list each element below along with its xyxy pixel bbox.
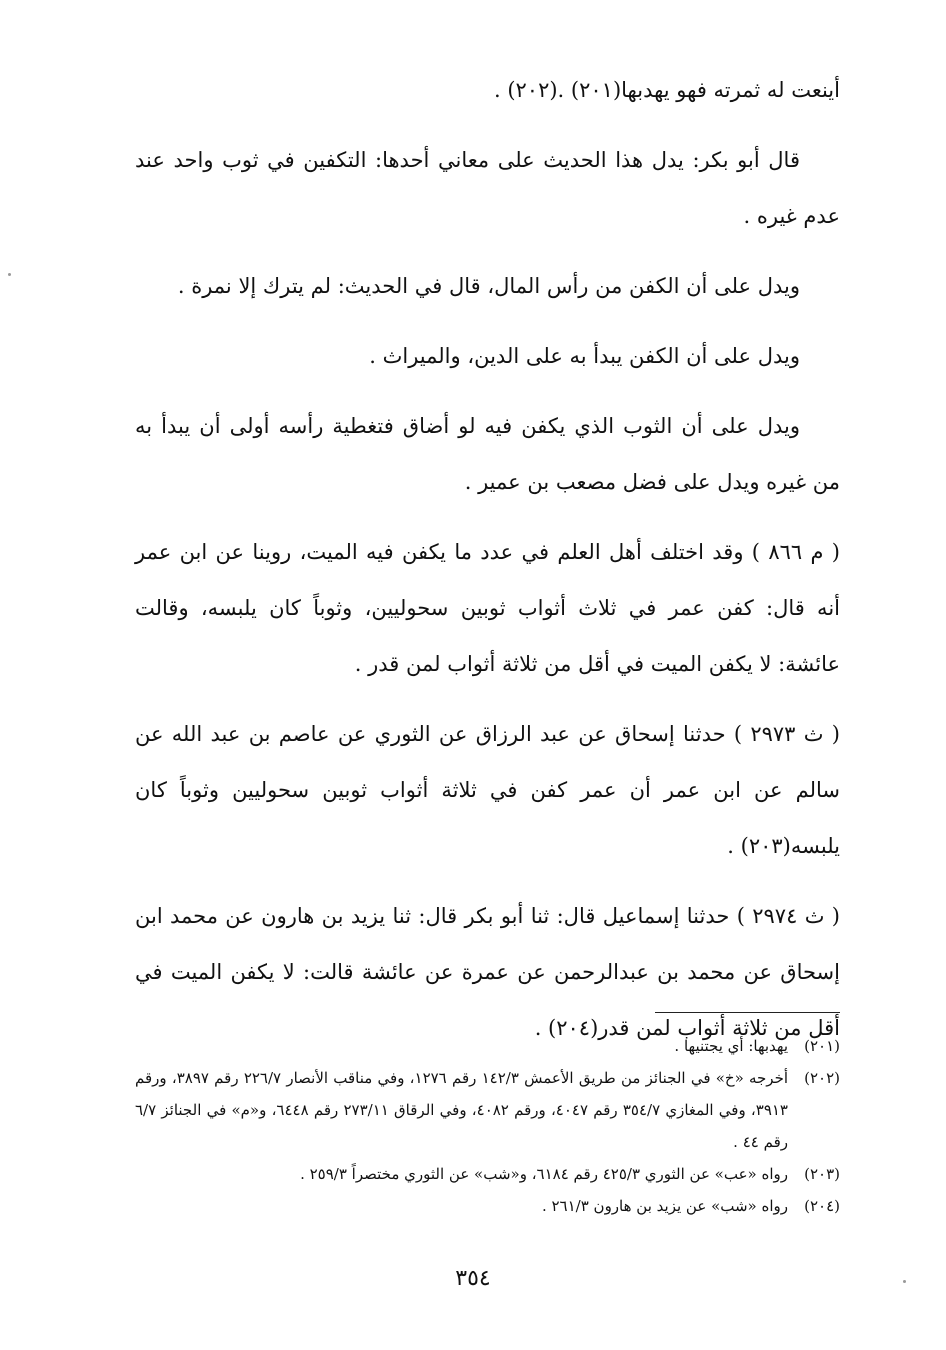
footnote-number: (٢٠٤) bbox=[804, 1197, 840, 1215]
footnote-202 bbox=[135, 1062, 840, 1158]
scan-speck bbox=[8, 273, 11, 276]
footnote-204 bbox=[135, 1190, 840, 1222]
footnote-number: (٢٠٢) bbox=[804, 1069, 840, 1087]
footnotes bbox=[135, 1030, 840, 1222]
paragraph-th2973: ( ث ٢٩٧٣ ) حدثنا إسحاق عن عبد الرزاق عن الثوري عن عاصم بن عبد الله عن سالم عن ابن عمر أن عمر كفن في ثلاثة أثواب ثوبين سحوليين وثوباً كان يلبسه(٢٠٣) . bbox=[135, 722, 840, 858]
footnote-divider bbox=[655, 1012, 840, 1013]
paragraph-debt: ويدل على أن الكفن يبدأ به على الدين، والميراث . bbox=[369, 344, 800, 368]
footnote-text: يهدبها: أي يجتنيها . bbox=[674, 1037, 788, 1055]
footnote-203 bbox=[135, 1158, 840, 1190]
footnote-number: (٢٠٣) bbox=[804, 1165, 840, 1183]
footnote-201 bbox=[135, 1030, 840, 1062]
footnote-number: (٢٠١) bbox=[804, 1037, 840, 1055]
paragraph-th2974: ( ث ٢٩٧٤ ) حدثنا إسماعيل قال: ثنا أبو بكر قال: ثنا يزيد بن هارون عن محمد ابن إسحاق عن محمد بن عبدالرحمن عن عمرة عن عائشة قالت: لا يكفن الميت في أقل من ثلاثة أثواب لمن قدر(٢٠٤) . bbox=[135, 904, 840, 1040]
main-text bbox=[135, 62, 840, 1070]
footnote-text: رواه «شب» عن يزيد بن هارون ٢٦١/٣ . bbox=[541, 1197, 788, 1215]
paragraph-capital: ويدل على أن الكفن من رأس المال، قال في الحديث: لم يترك إلا نمرة . bbox=[177, 274, 800, 298]
paragraph-m866: ( م ٨٦٦ ) وقد اختلف أهل العلم في عدد ما يكفن فيه الميت، روينا عن ابن عمر أنه قال: كفن عمر في ثلاث أثواب ثوبين سحوليين، وثوباً كان يلبسه، وقالت عائشة: لا يكفن الميت في أقل من ثلاثة أثواب لمن قدر . bbox=[135, 540, 840, 676]
footnote-text: أخرجه «خ» في الجنائز من طريق الأعمش ١٤٢/٣ رقم ١٢٧٦، وفي مناقب الأنصار ٢٢٦/٧ رقم ٣٨٩٧، ورقم ٣٩١٣، وفي المغازي ٣٥٤/٧ رقم ٤٠٤٧، ورقم ٤٠٨٢، وفي الرقاق ٢٧٣/١١ رقم ٦٤٤٨، و«م» في الجنائز ٦/٧ رقم ٤٤ . bbox=[135, 1069, 789, 1151]
scan-speck bbox=[903, 1280, 906, 1283]
paragraph-head-cover: ويدل على أن الثوب الذي يكفن فيه لو أضاق فتغطية رأسه أولى أن يبدأ به من غيره ويدل على فضل مصعب بن عمير . bbox=[135, 414, 840, 494]
footnote-text: رواه «عب» عن الثوري ٤٢٥/٣ رقم ٦١٨٤، و«شب» عن الثوري مختصراً ٢٥٩/٣ . bbox=[300, 1165, 788, 1183]
paragraph-abu-bakr: قال أبو بكر: يدل هذا الحديث على معاني أحدها: التكفين في ثوب واحد عند عدم غيره . bbox=[135, 148, 840, 228]
paragraph-continuation: أينعت له ثمرته فهو يهدبها(٢٠١) .(٢٠٢) . bbox=[493, 78, 840, 102]
page-number: ٣٥٤ bbox=[455, 1266, 491, 1291]
